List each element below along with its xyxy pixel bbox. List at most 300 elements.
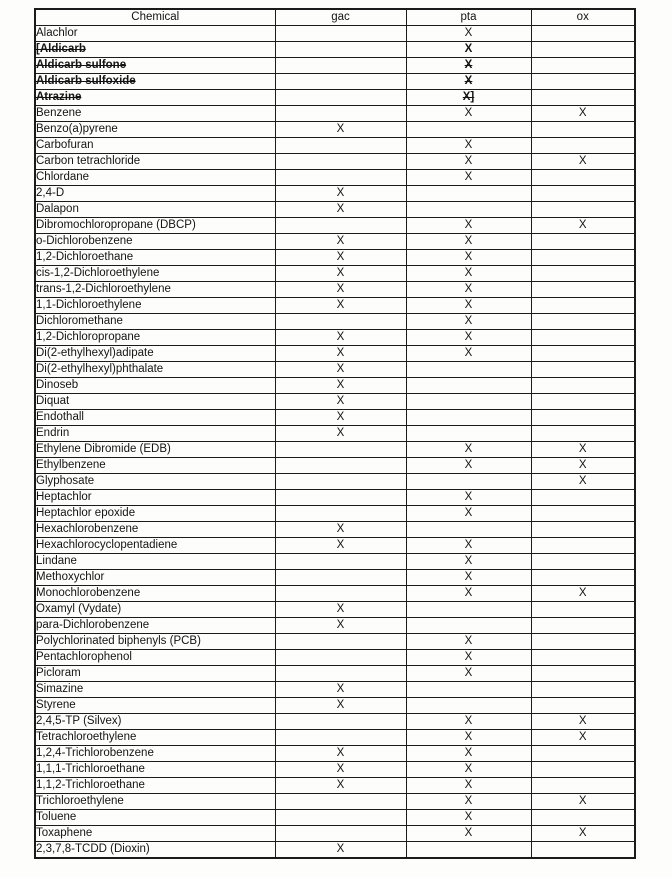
ox-mark-cell (531, 826, 635, 842)
gac-mark-cell (275, 426, 406, 442)
header-row (35, 9, 635, 26)
pta-mark: X (464, 795, 473, 807)
table-row (35, 474, 635, 490)
pta-mark-cell (406, 794, 531, 810)
chemical-name: Ethylene Dibromide (EDB) (36, 443, 171, 455)
chemical-name-cell (35, 138, 275, 154)
chemical-name-cell (35, 346, 275, 362)
chemical-name: 1,1,1-Trichloroethane (36, 763, 145, 775)
table-row (35, 426, 635, 442)
pta-mark-cell (406, 650, 531, 666)
table-row (35, 586, 635, 602)
table-row (35, 202, 635, 218)
chemical-name-cell (35, 154, 275, 170)
pta-mark-cell (406, 762, 531, 778)
gac-mark-cell (275, 554, 406, 570)
pta-mark: X (464, 507, 473, 519)
chemical-name-cell (35, 186, 275, 202)
ox-mark: X (578, 475, 587, 487)
chemical-name: 2,3,7,8-TCDD (Dioxin) (36, 843, 150, 855)
gac-mark-cell (275, 170, 406, 186)
chemical-name-cell (35, 90, 275, 106)
chemical-name: Ethylbenzene (36, 459, 106, 471)
pta-mark-cell (406, 618, 531, 634)
chemical-name-cell (35, 378, 275, 394)
table-row (35, 394, 635, 410)
pta-mark: X (464, 59, 473, 71)
pta-mark: X] (462, 91, 475, 103)
pta-mark-cell (406, 458, 531, 474)
pta-mark-cell (406, 810, 531, 826)
gac-mark-cell (275, 810, 406, 826)
table-row (35, 26, 635, 42)
gac-mark: X (336, 283, 345, 295)
ox-mark-cell (531, 202, 635, 218)
gac-mark: X (336, 379, 345, 391)
ox-mark: X (578, 155, 587, 167)
pta-mark-cell (406, 42, 531, 58)
table-row (35, 698, 635, 714)
gac-mark-cell (275, 122, 406, 138)
gac-mark: X (336, 411, 345, 423)
gac-mark: X (336, 251, 345, 263)
gac-mark-cell (275, 346, 406, 362)
chemical-name: Atrazine (36, 91, 82, 103)
gac-mark-cell (275, 26, 406, 42)
chemical-name: Toxaphene (36, 827, 93, 839)
chemical-name-cell (35, 794, 275, 810)
chemical-name-cell (35, 570, 275, 586)
ox-mark-cell (531, 666, 635, 682)
gac-mark: X (336, 267, 345, 279)
ox-mark-cell (531, 42, 635, 58)
chemical-name: Carbon tetrachloride (36, 155, 141, 167)
pta-mark-cell (406, 346, 531, 362)
pta-mark-cell (406, 522, 531, 538)
gac-mark-cell (275, 90, 406, 106)
pta-mark-cell (406, 138, 531, 154)
column-header-chemical: Chemical (35, 9, 275, 26)
table-header (35, 9, 635, 26)
chemical-name: Oxamyl (Vydate) (36, 603, 122, 615)
ox-mark-cell (531, 314, 635, 330)
gac-mark-cell (275, 154, 406, 170)
chemical-name-cell (35, 682, 275, 698)
ox-mark: X (578, 715, 587, 727)
table-row (35, 538, 635, 554)
chemical-name-cell (35, 442, 275, 458)
table-row (35, 266, 635, 282)
chemical-name-cell (35, 762, 275, 778)
table-row (35, 554, 635, 570)
chemical-name: [Aldicarb (36, 43, 86, 55)
gac-mark-cell (275, 330, 406, 346)
chemical-treatment-table (34, 8, 636, 859)
ox-mark-cell (531, 298, 635, 314)
pta-mark-cell (406, 826, 531, 842)
ox-mark: X (578, 587, 587, 599)
chemical-name-cell (35, 266, 275, 282)
chemical-name-cell (35, 730, 275, 746)
table-row (35, 666, 635, 682)
gac-mark: X (336, 539, 345, 551)
chemical-name-cell (35, 842, 275, 859)
ox-mark-cell (531, 634, 635, 650)
chemical-name: Dalapon (36, 203, 79, 215)
chemical-name: Picloram (36, 667, 81, 679)
pta-mark: X (464, 827, 473, 839)
pta-mark: X (464, 299, 473, 311)
table-row (35, 234, 635, 250)
pta-mark-cell (406, 570, 531, 586)
chemical-name-cell (35, 714, 275, 730)
chemical-name: Lindane (36, 555, 77, 567)
gac-mark: X (336, 427, 345, 439)
chemical-name-cell (35, 394, 275, 410)
pta-mark-cell (406, 186, 531, 202)
ox-mark-cell (531, 218, 635, 234)
ox-mark-cell (531, 362, 635, 378)
ox-mark-cell (531, 730, 635, 746)
chemical-name-cell (35, 410, 275, 426)
chemical-name-cell (35, 618, 275, 634)
ox-mark-cell (531, 250, 635, 266)
chemical-name: 1,2,4-Trichlorobenzene (36, 747, 154, 759)
pta-mark: X (464, 491, 473, 503)
chemical-name: Endothall (36, 411, 84, 423)
gac-mark: X (336, 299, 345, 311)
ox-mark: X (578, 107, 587, 119)
ox-mark-cell (531, 778, 635, 794)
pta-mark: X (464, 539, 473, 551)
pta-mark-cell (406, 474, 531, 490)
chemical-name-cell (35, 58, 275, 74)
ox-mark-cell (531, 698, 635, 714)
gac-mark-cell (275, 698, 406, 714)
gac-mark-cell (275, 378, 406, 394)
table-row (35, 442, 635, 458)
chemical-name: Glyphosate (36, 475, 95, 487)
pta-mark: X (464, 811, 473, 823)
table-row (35, 794, 635, 810)
chemical-name: 1,2-Dichloroethane (36, 251, 134, 263)
ox-mark-cell (531, 522, 635, 538)
chemical-name-cell (35, 218, 275, 234)
chemical-name: Polychlorinated biphenyls (PCB) (36, 635, 201, 647)
pta-mark-cell (406, 666, 531, 682)
ox-mark-cell (531, 74, 635, 90)
gac-mark: X (336, 523, 345, 535)
pta-mark-cell (406, 266, 531, 282)
pta-mark-cell (406, 602, 531, 618)
ox-mark-cell (531, 58, 635, 74)
gac-mark-cell (275, 634, 406, 650)
chemical-name-cell (35, 122, 275, 138)
chemical-name-cell (35, 522, 275, 538)
chemical-name: Toluene (36, 811, 77, 823)
ox-mark-cell (531, 746, 635, 762)
pta-mark-cell (406, 330, 531, 346)
ox-mark-cell (531, 186, 635, 202)
pta-mark-cell (406, 378, 531, 394)
gac-mark-cell (275, 570, 406, 586)
gac-mark-cell (275, 58, 406, 74)
table-row (35, 730, 635, 746)
gac-mark: X (336, 603, 345, 615)
table-row (35, 42, 635, 58)
gac-mark-cell (275, 362, 406, 378)
ox-mark-cell (531, 266, 635, 282)
ox-mark-cell (531, 346, 635, 362)
ox-mark-cell (531, 474, 635, 490)
column-header-ox: ox (531, 9, 635, 26)
table-row (35, 154, 635, 170)
ox-mark-cell (531, 714, 635, 730)
gac-mark-cell (275, 442, 406, 458)
gac-mark-cell (275, 730, 406, 746)
chemical-name-cell (35, 490, 275, 506)
chemical-name-cell (35, 298, 275, 314)
gac-mark-cell (275, 602, 406, 618)
ox-mark-cell (531, 570, 635, 586)
gac-mark-cell (275, 666, 406, 682)
gac-mark-cell (275, 474, 406, 490)
gac-mark-cell (275, 746, 406, 762)
pta-mark-cell (406, 746, 531, 762)
table-row (35, 122, 635, 138)
pta-mark-cell (406, 538, 531, 554)
pta-mark: X (464, 155, 473, 167)
pta-mark: X (464, 715, 473, 727)
chemical-name-cell (35, 666, 275, 682)
ox-mark-cell (531, 602, 635, 618)
pta-mark: X (464, 315, 473, 327)
table-body (35, 26, 635, 859)
gac-mark: X (336, 747, 345, 759)
pta-mark: X (464, 107, 473, 119)
ox-mark-cell (531, 26, 635, 42)
pta-mark: X (464, 555, 473, 567)
chemical-name: 1,1,2-Trichloroethane (36, 779, 145, 791)
pta-mark-cell (406, 586, 531, 602)
table-row (35, 778, 635, 794)
pta-mark-cell (406, 90, 531, 106)
pta-mark-cell (406, 362, 531, 378)
chemical-name-cell (35, 602, 275, 618)
gac-mark-cell (275, 762, 406, 778)
pta-mark-cell (406, 554, 531, 570)
gac-mark-cell (275, 218, 406, 234)
ox-mark-cell (531, 378, 635, 394)
pta-mark: X (464, 219, 473, 231)
gac-mark-cell (275, 410, 406, 426)
ox-mark-cell (531, 586, 635, 602)
gac-mark-cell (275, 106, 406, 122)
pta-mark-cell (406, 58, 531, 74)
gac-mark-cell (275, 842, 406, 859)
table-row (35, 362, 635, 378)
pta-mark-cell (406, 282, 531, 298)
gac-mark-cell (275, 138, 406, 154)
chemical-name: Methoxychlor (36, 571, 105, 583)
gac-mark-cell (275, 458, 406, 474)
chemical-name: Alachlor (36, 27, 78, 39)
chemical-name: Dichloromethane (36, 315, 123, 327)
chemical-name: 1,1-Dichloroethylene (36, 299, 142, 311)
chemical-name: para-Dichlorobenzene (36, 619, 150, 631)
pta-mark-cell (406, 426, 531, 442)
chemical-name-cell (35, 202, 275, 218)
pta-mark: X (464, 331, 473, 343)
chemical-name: 1,2-Dichloropropane (36, 331, 141, 343)
chemical-name: Aldicarb sulfoxide (36, 75, 136, 87)
pta-mark: X (464, 139, 473, 151)
chemical-name: Heptachlor (36, 491, 92, 503)
ox-mark-cell (531, 554, 635, 570)
gac-mark-cell (275, 490, 406, 506)
ox-mark-cell (531, 794, 635, 810)
chemical-name: Di(2-ethylhexyl)phthalate (36, 363, 164, 375)
ox-mark-cell (531, 106, 635, 122)
gac-mark-cell (275, 394, 406, 410)
chemical-name: Pentachlorophenol (36, 651, 132, 663)
gac-mark-cell (275, 650, 406, 666)
gac-mark-cell (275, 522, 406, 538)
table-row (35, 618, 635, 634)
chemical-name: Aldicarb sulfone (36, 59, 127, 71)
table-row (35, 314, 635, 330)
gac-mark: X (336, 699, 345, 711)
gac-mark: X (336, 203, 345, 215)
chemical-name: Benzo(a)pyrene (36, 123, 118, 135)
gac-mark-cell (275, 202, 406, 218)
pta-mark: X (464, 27, 473, 39)
chemical-name-cell (35, 474, 275, 490)
chemical-name: Hexachlorocyclopentadiene (36, 539, 178, 551)
gac-mark-cell (275, 714, 406, 730)
pta-mark-cell (406, 122, 531, 138)
chemical-name: Heptachlor epoxide (36, 507, 136, 519)
chemical-name-cell (35, 74, 275, 90)
table-row (35, 522, 635, 538)
pta-mark: X (464, 235, 473, 247)
gac-mark: X (336, 395, 345, 407)
ox-mark-cell (531, 426, 635, 442)
table-row (35, 138, 635, 154)
table-row (35, 250, 635, 266)
ox-mark-cell (531, 842, 635, 859)
ox-mark: X (578, 731, 587, 743)
table-row (35, 410, 635, 426)
chemical-name: Hexachlorobenzene (36, 523, 139, 535)
pta-mark-cell (406, 154, 531, 170)
chemical-name: Diquat (36, 395, 70, 407)
chemical-name-cell (35, 314, 275, 330)
gac-mark-cell (275, 282, 406, 298)
pta-mark-cell (406, 202, 531, 218)
pta-mark: X (464, 747, 473, 759)
ox-mark-cell (531, 90, 635, 106)
pta-mark-cell (406, 506, 531, 522)
pta-mark-cell (406, 234, 531, 250)
chemical-name: Endrin (36, 427, 70, 439)
pta-mark-cell (406, 298, 531, 314)
chemical-name: Chlordane (36, 171, 90, 183)
pta-mark: X (464, 347, 473, 359)
gac-mark-cell (275, 42, 406, 58)
pta-mark: X (464, 651, 473, 663)
table-row (35, 458, 635, 474)
ox-mark-cell (531, 410, 635, 426)
chemical-name-cell (35, 170, 275, 186)
gac-mark-cell (275, 682, 406, 698)
ox-mark-cell (531, 330, 635, 346)
gac-mark: X (336, 123, 345, 135)
chemical-name: Styrene (36, 699, 76, 711)
table-row (35, 58, 635, 74)
chemical-name-cell (35, 554, 275, 570)
table-row (35, 746, 635, 762)
pta-mark: X (464, 267, 473, 279)
table-row (35, 490, 635, 506)
table-row (35, 90, 635, 106)
pta-mark-cell (406, 714, 531, 730)
gac-mark-cell (275, 778, 406, 794)
chemical-name-cell (35, 746, 275, 762)
table-row (35, 762, 635, 778)
table-row (35, 186, 635, 202)
pta-mark: X (464, 459, 473, 471)
chemical-name-cell (35, 234, 275, 250)
gac-mark-cell (275, 74, 406, 90)
chemical-name: Dinoseb (36, 379, 79, 391)
ox-mark-cell (531, 458, 635, 474)
gac-mark-cell (275, 314, 406, 330)
gac-mark-cell (275, 506, 406, 522)
table-row (35, 378, 635, 394)
ox-mark-cell (531, 810, 635, 826)
pta-mark-cell (406, 682, 531, 698)
gac-mark: X (336, 363, 345, 375)
pta-mark: X (464, 571, 473, 583)
ox-mark-cell (531, 442, 635, 458)
chemical-name-cell (35, 634, 275, 650)
ox-mark: X (578, 219, 587, 231)
pta-mark: X (464, 779, 473, 791)
table-row (35, 634, 635, 650)
ox-mark-cell (531, 234, 635, 250)
chemical-name-cell (35, 282, 275, 298)
table-row (35, 106, 635, 122)
pta-mark: X (464, 171, 473, 183)
ox-mark-cell (531, 282, 635, 298)
ox-mark-cell (531, 394, 635, 410)
chemical-name-cell (35, 586, 275, 602)
gac-mark-cell (275, 266, 406, 282)
chemical-name: Dibromochloropropane (DBCP) (36, 219, 196, 231)
pta-mark: X (464, 251, 473, 263)
ox-mark-cell (531, 506, 635, 522)
table-row (35, 842, 635, 859)
ox-mark: X (578, 795, 587, 807)
gac-mark-cell (275, 618, 406, 634)
gac-mark: X (336, 683, 345, 695)
chemical-name: trans-1,2-Dichloroethylene (36, 283, 171, 295)
chemical-name-cell (35, 250, 275, 266)
pta-mark-cell (406, 698, 531, 714)
table-row (35, 826, 635, 842)
table-row (35, 506, 635, 522)
